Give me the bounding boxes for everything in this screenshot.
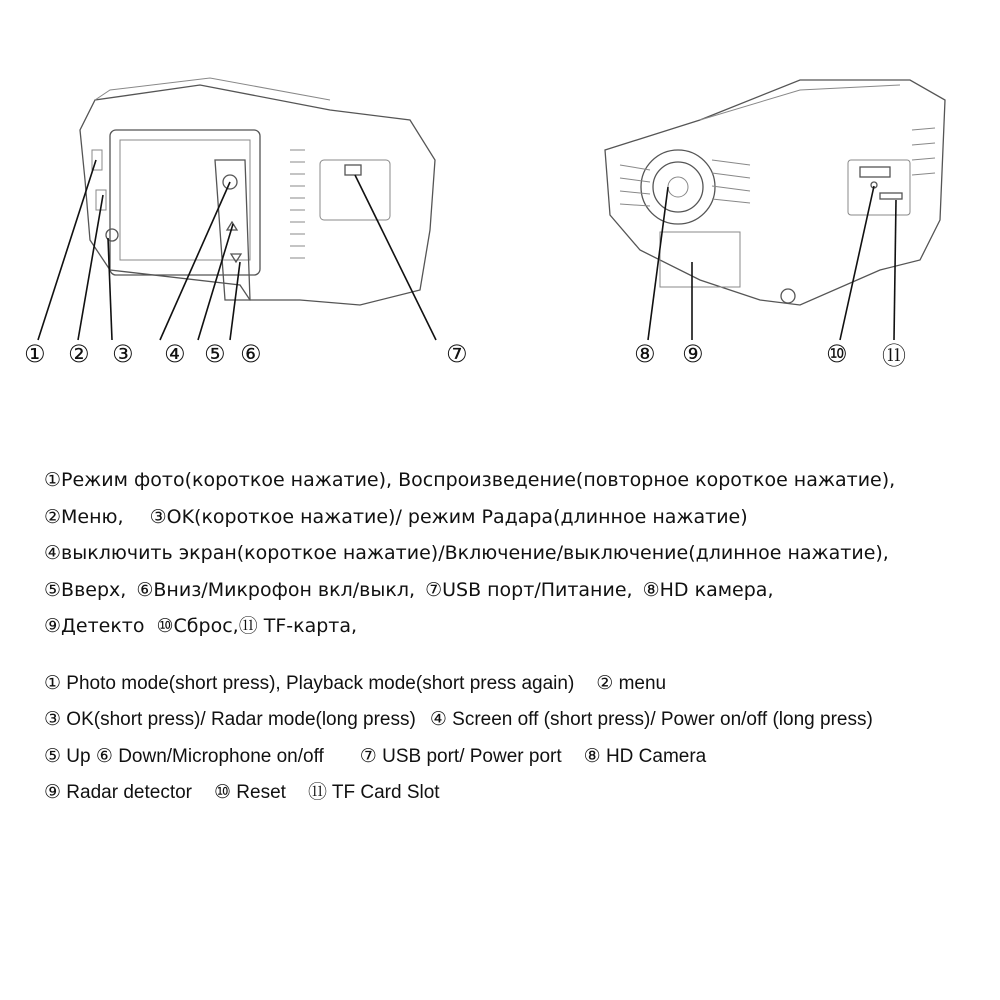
en-legend-item: ⑪ TF Card Slot (307, 781, 440, 803)
callout-10: ⑩ (826, 340, 848, 368)
ru-legend-item: ②Меню, (44, 505, 124, 528)
callout-1: ① (24, 340, 46, 368)
ru-legend-item: ③OK(короткое нажатие)/ режим Радара(длинное нажатие) (149, 505, 748, 528)
ru-line-1 (44, 462, 984, 499)
callout-5: ⑤ (204, 340, 226, 368)
en-legend-item: ② menu (596, 673, 667, 694)
en-legend-item: ⑤ Up ⑥ Down/Microphone on/off (44, 745, 324, 767)
ru-legend-item: ⑥Вниз/Микрофон вкл/выкл, (136, 578, 416, 601)
ru-line-2 (44, 499, 984, 536)
device-rear-view (605, 80, 945, 305)
callout-9: ⑨ (682, 340, 704, 368)
ru-legend-item: ⑧HD камера, (642, 578, 774, 601)
ru-line-5 (44, 608, 984, 645)
ru-legend-item: ⑤Вверх, (44, 578, 127, 601)
en-legend-item: ① Photo mode(short press), Playback mode(short press again) (44, 673, 575, 694)
device-front-view (80, 78, 435, 305)
ru-legend-item: ④выключить экран(короткое нажатие)/Включение/выключение(длинное нажатие), (44, 542, 889, 564)
en-line-4 (44, 775, 984, 811)
callout-2: ② (68, 340, 90, 368)
ru-line-4 (44, 572, 984, 609)
en-line-1 (44, 666, 984, 702)
en-legend-item: ⑦ USB port/ Power port (359, 745, 562, 767)
en-legend-item: ④ Screen off (short press)/ Power on/off (long press) (429, 709, 873, 731)
callout-6: ⑥ (240, 340, 262, 368)
en-line-3 (44, 739, 984, 775)
ru-legend-item: ①Режим фото(короткое нажатие), Воспроизведение(повторное короткое нажатие), (44, 469, 896, 491)
callout-8: ⑧ (634, 340, 656, 368)
ru-line-3 (44, 535, 984, 572)
en-line-2 (44, 702, 984, 738)
leader-lines (38, 160, 896, 340)
callout-3: ③ (112, 340, 134, 368)
en-legend-item: ⑨ Radar detector (44, 781, 192, 803)
en-legend-item: ⑧ HD Camera (583, 745, 707, 767)
en-legend-item: ⑩ Reset (214, 781, 286, 803)
ru-legend-item: ⑩Сброс,⑪ TF-карта, (156, 615, 358, 637)
callout-4: ④ (164, 340, 186, 368)
device-diagram (0, 0, 1000, 420)
russian-legend (44, 462, 984, 645)
callout-11: ⑪ (882, 342, 906, 370)
ru-legend-item: ⑦USB порт/Питание, (425, 578, 633, 601)
en-legend-item: ③ OK(short press)/ Radar mode(long press) (44, 709, 416, 731)
ru-legend-item: ⑨Детекто (44, 615, 145, 637)
english-legend (44, 666, 984, 811)
callout-7: ⑦ (446, 340, 468, 368)
